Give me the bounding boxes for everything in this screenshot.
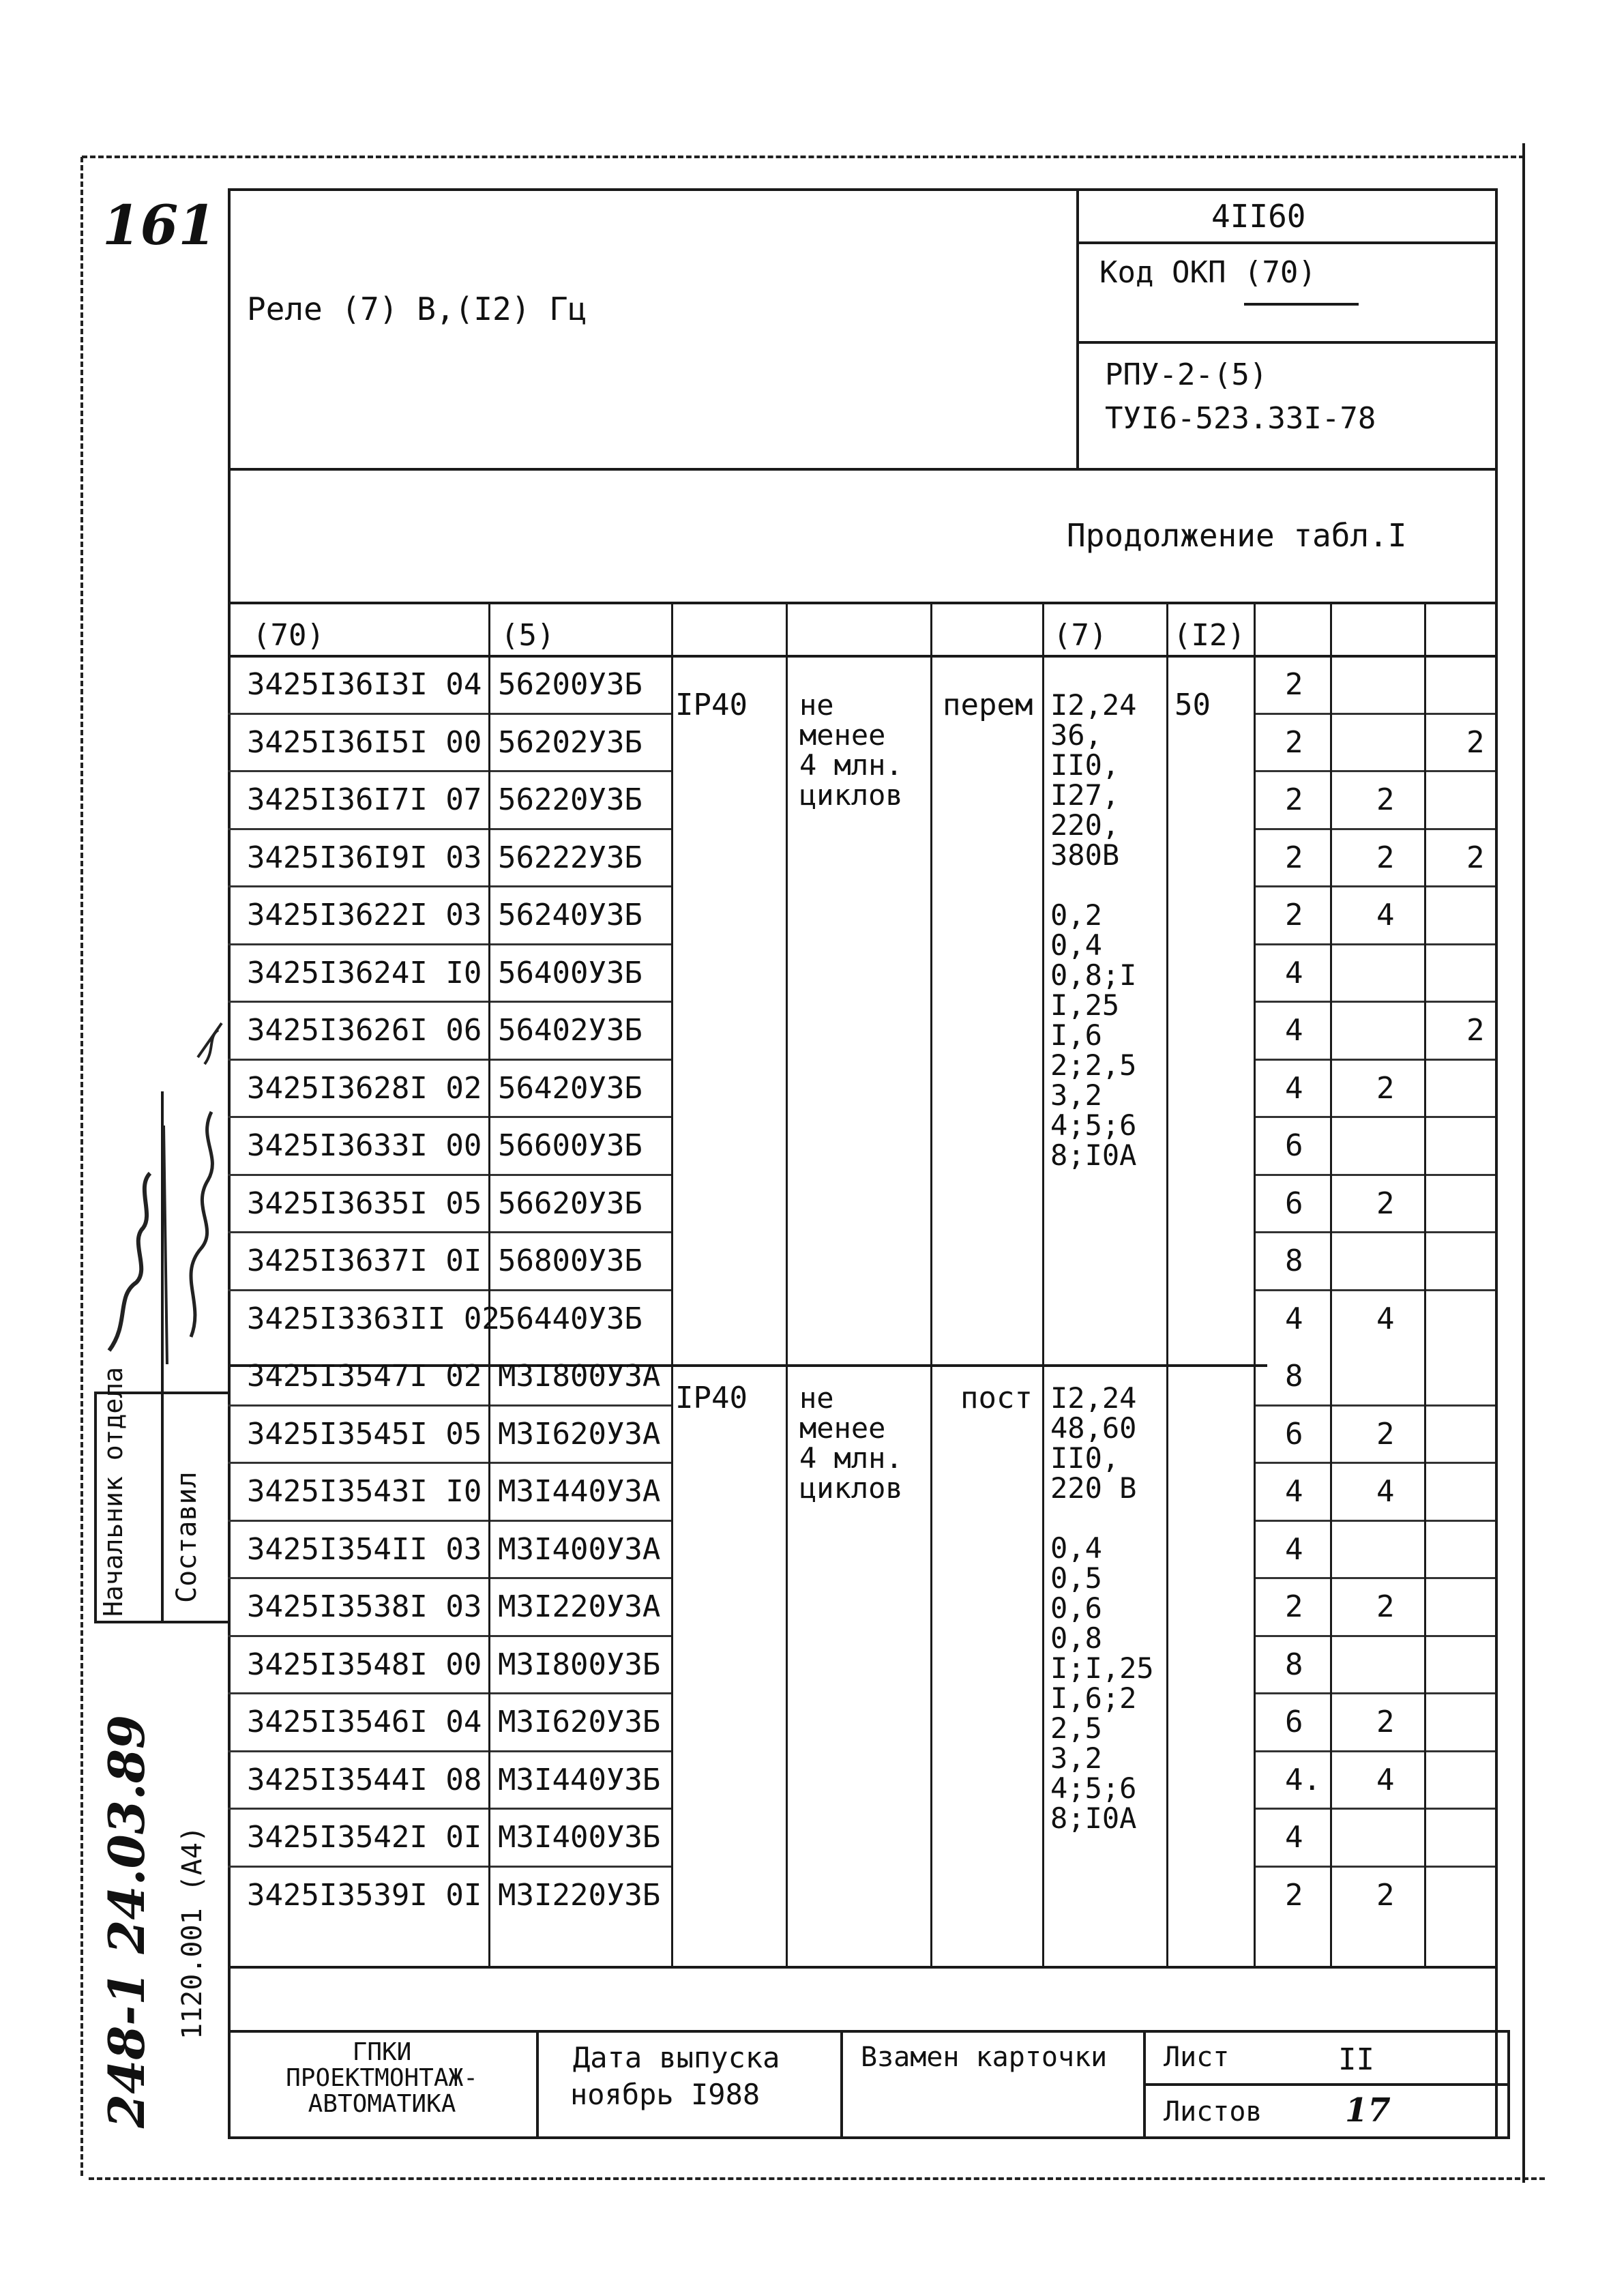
table-bottom-line bbox=[228, 1966, 1495, 1969]
row-line-right bbox=[1255, 1001, 1495, 1003]
row-7-col-a: 4 bbox=[1285, 1070, 1303, 1106]
row-line-left bbox=[228, 1116, 492, 1118]
row-line-right bbox=[1255, 770, 1495, 772]
col-header-okp: (70) bbox=[252, 618, 325, 653]
column-line bbox=[488, 602, 490, 1966]
row-9-okp-code: 3425I3635I 05 bbox=[247, 1186, 482, 1221]
row-line-model bbox=[490, 885, 671, 887]
group1-durability: не менее 4 млн. циклов bbox=[799, 688, 903, 812]
row-3-okp-code: 3425I36I9I 03 bbox=[247, 840, 482, 875]
row-line-left bbox=[228, 1059, 492, 1061]
row-line-model bbox=[490, 1174, 671, 1176]
row-13-col-b: 2 bbox=[1376, 1416, 1395, 1452]
outer-border-bottom bbox=[89, 2177, 1545, 2180]
continuation-label: Продолжение табл.I bbox=[1067, 517, 1407, 554]
handwritten-page-number: 161 bbox=[102, 193, 216, 257]
row-18-okp-code: 3425I3546I 04 bbox=[247, 1705, 482, 1739]
row-21-model: М3I220У3Б bbox=[498, 1877, 661, 1913]
row-7-okp-code: 3425I3628I 02 bbox=[247, 1070, 482, 1106]
handwritten-stamp: 248-1 24.03.89 bbox=[98, 1714, 156, 2128]
okp-code-label: Код ОКП (70) bbox=[1099, 255, 1316, 290]
head-of-department-label: Начальник отдела bbox=[98, 1366, 128, 1617]
row-line-right bbox=[1255, 885, 1495, 887]
row-19-col-a: 4. bbox=[1285, 1762, 1321, 1797]
row-6-model: 56402У3Б bbox=[498, 1013, 642, 1048]
row-line-left bbox=[228, 1174, 492, 1176]
row-line-left bbox=[228, 713, 492, 715]
row-line-left bbox=[228, 1001, 492, 1003]
row-line-left bbox=[228, 1750, 492, 1752]
row-21-okp-code: 3425I3539I 0I bbox=[247, 1877, 482, 1913]
row-18-col-a: 6 bbox=[1285, 1705, 1303, 1739]
column-line bbox=[930, 602, 932, 1966]
frame-top bbox=[228, 188, 1498, 191]
release-date-label: Дата выпуска bbox=[573, 2041, 780, 2074]
row-line-model bbox=[490, 1692, 671, 1694]
row-line-left bbox=[228, 943, 492, 945]
row-line-right bbox=[1255, 1750, 1495, 1752]
row-1-okp-code: 3425I36I5I 00 bbox=[247, 724, 482, 760]
row-line-model bbox=[490, 1404, 671, 1407]
row-8-okp-code: 3425I3633I 00 bbox=[247, 1128, 482, 1163]
row-3-model: 56222У3Б bbox=[498, 840, 642, 875]
row-20-col-a: 4 bbox=[1285, 1820, 1303, 1855]
row-0-model: 56200У3Б bbox=[498, 667, 642, 702]
row-line-model bbox=[490, 1462, 671, 1464]
row-line-right bbox=[1255, 1231, 1495, 1233]
row-line-model bbox=[490, 1289, 671, 1291]
row-17-okp-code: 3425I3548I 00 bbox=[247, 1647, 482, 1682]
row-15-okp-code: 3425I354II 03 bbox=[247, 1531, 482, 1567]
row-line-left bbox=[228, 828, 492, 830]
row-5-okp-code: 3425I3624I I0 bbox=[247, 955, 482, 990]
header-code-line bbox=[1076, 241, 1495, 244]
row-19-model: М3I440У3Б bbox=[498, 1762, 661, 1797]
row-line-left bbox=[228, 1635, 492, 1637]
row-10-model: 56800У3Б bbox=[498, 1243, 642, 1278]
row-line-right bbox=[1255, 1404, 1495, 1407]
row-line-left bbox=[228, 1289, 492, 1291]
row-line-left bbox=[228, 1231, 492, 1233]
row-4-col-b: 4 bbox=[1376, 898, 1395, 932]
column-line bbox=[786, 602, 788, 1966]
row-line-left bbox=[228, 1577, 492, 1579]
row-4-col-a: 2 bbox=[1285, 898, 1303, 932]
group2-voltage: I2,24 48,60 II0, 220 В 0,4 0,5 0,6 0,8 I;I,25 I,6;2 2,5 3,2 4;5;6 8;I0A bbox=[1050, 1381, 1154, 1835]
row-line-model bbox=[490, 1866, 671, 1868]
row-21-col-b: 2 bbox=[1376, 1877, 1395, 1913]
footer-bottom-line bbox=[228, 2136, 1510, 2139]
row-21-col-a: 2 bbox=[1285, 1877, 1303, 1913]
row-line-right bbox=[1255, 1808, 1495, 1810]
row-6-col-c: 2 bbox=[1466, 1013, 1485, 1048]
column-line bbox=[671, 602, 673, 1966]
row-line-right bbox=[1255, 1577, 1495, 1579]
footer-div-1 bbox=[536, 2030, 539, 2139]
outer-border-right bbox=[1522, 143, 1525, 2183]
row-line-right bbox=[1255, 1059, 1495, 1061]
row-3-col-c: 2 bbox=[1466, 840, 1485, 875]
row-line-model bbox=[490, 713, 671, 715]
row-line-left bbox=[228, 1404, 492, 1407]
row-line-left bbox=[228, 1692, 492, 1694]
row-line-right bbox=[1255, 1462, 1495, 1464]
row-line-right bbox=[1255, 1520, 1495, 1522]
footer-left bbox=[228, 2030, 231, 2139]
row-6-okp-code: 3425I3626I 06 bbox=[247, 1013, 482, 1048]
row-0-okp-code: 3425I36I3I 04 bbox=[247, 667, 482, 702]
form-code: 1120.001 (А4) bbox=[177, 1825, 208, 2040]
column-line bbox=[1330, 602, 1332, 1966]
row-line-model bbox=[490, 1231, 671, 1233]
group1-current: перем bbox=[943, 688, 1033, 722]
row-line-right bbox=[1255, 1635, 1495, 1637]
row-13-col-a: 6 bbox=[1285, 1416, 1303, 1452]
row-14-model: М3I440У3А bbox=[498, 1474, 661, 1509]
header-okp-line bbox=[1076, 341, 1495, 344]
row-14-col-b: 4 bbox=[1376, 1474, 1395, 1509]
compiled-by-label: Составил bbox=[171, 1471, 203, 1603]
row-18-model: М3I620У3Б bbox=[498, 1705, 661, 1739]
row-8-col-a: 6 bbox=[1285, 1128, 1303, 1163]
frame-right bbox=[1495, 188, 1498, 2139]
row-9-col-b: 2 bbox=[1376, 1186, 1395, 1221]
footer-sheet-line bbox=[1143, 2083, 1510, 2086]
row-line-right bbox=[1255, 828, 1495, 830]
organization: ГПКИ ПРОЕКТМОНТАЖ- АВТОМАТИКА bbox=[286, 2038, 478, 2118]
row-line-left bbox=[228, 1462, 492, 1464]
side-strip-bottom bbox=[94, 1621, 228, 1623]
row-9-model: 56620У3Б bbox=[498, 1186, 642, 1221]
row-6-col-a: 4 bbox=[1285, 1013, 1303, 1048]
table-top-line bbox=[228, 602, 1495, 604]
row-3-col-a: 2 bbox=[1285, 840, 1303, 875]
row-line-model bbox=[490, 943, 671, 945]
row-20-model: М3I400У3Б bbox=[498, 1820, 661, 1855]
row-19-okp-code: 3425I3544I 08 bbox=[247, 1762, 482, 1797]
signatures-drawing bbox=[89, 1010, 232, 1392]
side-strip-left bbox=[94, 1392, 97, 1623]
column-line bbox=[1254, 602, 1256, 1966]
group1-voltage: I2,24 36, II0, I27, 220, 380В 0,2 0,4 0,8;I I,25 I,6 2;2,5 3,2 4;5;6 8;I0A bbox=[1050, 688, 1137, 1172]
row-8-model: 56600У3Б bbox=[498, 1128, 642, 1163]
row-line-right bbox=[1255, 1289, 1495, 1291]
row-16-col-b: 2 bbox=[1376, 1589, 1395, 1624]
row-14-okp-code: 3425I3543I I0 bbox=[247, 1474, 482, 1509]
row-5-col-a: 4 bbox=[1285, 955, 1303, 990]
row-line-right bbox=[1255, 713, 1495, 715]
row-12-col-a: 8 bbox=[1285, 1359, 1303, 1394]
row-3-col-b: 2 bbox=[1376, 840, 1395, 875]
row-line-model bbox=[490, 1059, 671, 1061]
outer-border-left bbox=[80, 157, 83, 2176]
row-18-col-b: 2 bbox=[1376, 1705, 1395, 1739]
row-line-model bbox=[490, 828, 671, 830]
row-11-model: 56440У3Б bbox=[498, 1301, 642, 1336]
row-1-col-a: 2 bbox=[1285, 724, 1303, 760]
row-line-model bbox=[490, 1577, 671, 1579]
row-15-model: М3I400У3А bbox=[498, 1531, 661, 1567]
column-line bbox=[1042, 602, 1044, 1966]
group1-protection: IP40 bbox=[675, 688, 748, 722]
row-2-col-b: 2 bbox=[1376, 782, 1395, 817]
column-line bbox=[1424, 602, 1426, 1966]
col-header-voltage: (7) bbox=[1053, 618, 1108, 653]
row-17-model: М3I800У3Б bbox=[498, 1647, 661, 1682]
row-line-right bbox=[1255, 1866, 1495, 1868]
row-line-model bbox=[490, 1635, 671, 1637]
row-10-okp-code: 3425I3637I 0I bbox=[247, 1243, 482, 1278]
row-14-col-a: 4 bbox=[1285, 1474, 1303, 1509]
row-11-col-b: 4 bbox=[1376, 1301, 1395, 1336]
row-line-model bbox=[490, 1808, 671, 1810]
group2-protection: IP40 bbox=[675, 1381, 748, 1415]
row-12-okp-code: 3425I3547I 02 bbox=[247, 1359, 482, 1394]
header-divider bbox=[1076, 188, 1079, 468]
row-12-model: М3I800У3А bbox=[498, 1359, 661, 1394]
sheets-label: Листов bbox=[1164, 2096, 1262, 2128]
row-13-okp-code: 3425I3545I 05 bbox=[247, 1416, 482, 1452]
row-2-model: 56220У3Б bbox=[498, 782, 642, 817]
row-line-model bbox=[490, 1116, 671, 1118]
row-15-col-a: 4 bbox=[1285, 1531, 1303, 1567]
row-11-okp-code: 3425I3363II 02 bbox=[247, 1301, 500, 1336]
row-line-model bbox=[490, 770, 671, 772]
row-line-right bbox=[1255, 1692, 1495, 1694]
row-19-col-b: 4 bbox=[1376, 1762, 1395, 1797]
header-bottom-line bbox=[228, 468, 1498, 471]
row-line-model bbox=[490, 1001, 671, 1003]
okp-underline bbox=[1244, 303, 1359, 306]
document-code: 4II60 bbox=[1211, 198, 1306, 235]
row-7-model: 56420У3Б bbox=[498, 1070, 642, 1106]
row-0-col-a: 2 bbox=[1285, 667, 1303, 702]
row-line-right bbox=[1255, 1174, 1495, 1176]
col-header-model: (5) bbox=[501, 618, 555, 653]
column-line bbox=[1166, 602, 1168, 1966]
row-17-col-a: 8 bbox=[1285, 1647, 1303, 1682]
row-1-model: 56202У3Б bbox=[498, 724, 642, 760]
sheets-count: 17 bbox=[1345, 2091, 1391, 2130]
technical-spec: ТУI6-523.33I-78 bbox=[1105, 401, 1376, 436]
row-16-model: М3I220У3А bbox=[498, 1589, 661, 1624]
outer-border-top bbox=[82, 156, 1524, 158]
type-designation: РПУ-2-(5) bbox=[1105, 357, 1268, 392]
row-10-col-a: 8 bbox=[1285, 1243, 1303, 1278]
row-line-right bbox=[1255, 943, 1495, 945]
row-2-okp-code: 3425I36I7I 07 bbox=[247, 782, 482, 817]
row-16-col-a: 2 bbox=[1285, 1589, 1303, 1624]
row-16-okp-code: 3425I3538I 03 bbox=[247, 1589, 482, 1624]
group1-frequency: 50 bbox=[1174, 688, 1211, 722]
replaces-card-label: Взамен карточки bbox=[861, 2042, 1108, 2073]
row-line-left bbox=[228, 1520, 492, 1522]
row-9-col-a: 6 bbox=[1285, 1186, 1303, 1221]
row-line-model bbox=[490, 1520, 671, 1522]
row-7-col-b: 2 bbox=[1376, 1070, 1395, 1106]
row-line-right bbox=[1255, 1116, 1495, 1118]
row-1-col-c: 2 bbox=[1466, 724, 1485, 760]
row-11-col-a: 4 bbox=[1285, 1301, 1303, 1336]
row-5-model: 56400У3Б bbox=[498, 955, 642, 990]
row-line-left bbox=[228, 770, 492, 772]
row-4-model: 56240У3Б bbox=[498, 898, 642, 932]
table-header-line bbox=[228, 655, 1495, 658]
row-20-okp-code: 3425I3542I 0I bbox=[247, 1820, 482, 1855]
sheet-label: Лист bbox=[1164, 2042, 1230, 2073]
row-13-model: М3I620У3А bbox=[498, 1416, 661, 1452]
row-line-left bbox=[228, 885, 492, 887]
row-line-model bbox=[490, 1750, 671, 1752]
row-4-okp-code: 3425I3622I 03 bbox=[247, 898, 482, 932]
row-line-left bbox=[228, 1866, 492, 1868]
footer-top-line bbox=[228, 2030, 1509, 2033]
col-header-frequency: (I2) bbox=[1173, 618, 1245, 653]
release-date: ноябрь I988 bbox=[570, 2078, 760, 2111]
group2-durability: не менее 4 млн. циклов bbox=[799, 1381, 903, 1505]
sheet-number: II bbox=[1338, 2042, 1374, 2077]
group2-current: пост bbox=[960, 1381, 1033, 1415]
row-2-col-a: 2 bbox=[1285, 782, 1303, 817]
product-title: Реле (7) В,(I2) Гц bbox=[247, 291, 587, 327]
row-line-left bbox=[228, 1808, 492, 1810]
footer-div-2 bbox=[840, 2030, 843, 2139]
